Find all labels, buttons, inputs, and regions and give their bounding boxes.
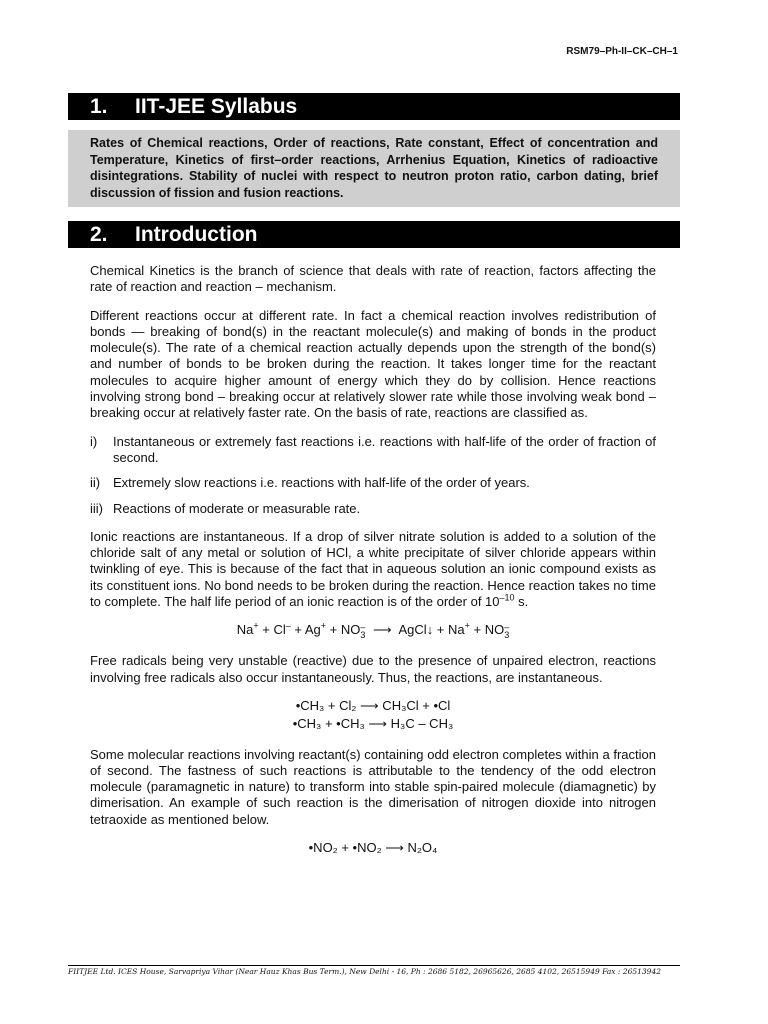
section-heading-introduction [68,221,680,248]
paragraph: Some molecular reactions involving reactant(s) containing odd electron completes within a fraction of second. The fastness of such reactions is attributable to the tendency of the odd electron molecule (paramagnetic in nature) to transform into stable spin-paired molecule (diamagnetic) by dimerisation. An example of such reaction is the dimerisation of nitrogen dioxide into nitrogen tetraoxide as mentioned below. [90,746,656,827]
list-item [90,475,656,491]
syllabus-box: Rates of Chemical reactions, Order of reactions, Rate constant, Effect of concentration and Temperature, Kinetics of first–order reactions, Arrhenius Equation, Kinetics of radioactive disintegrations. Stability of nuclei with respect to neutron proton ratio, carbon dating, brief discussion of fission and fusion reactions. [68,130,680,207]
list-item [90,434,656,467]
reaction-arrow: ⟶ [372,622,392,638]
paragraph-ionic: Ionic reactions are instantaneous. If a drop of silver nitrate solution is added to a solution of the chloride salt of any metal or solution of HCl, a white precipitate of silver chloride appears within twinkling of eye. This is because of the fact that in aqueous solution an ionic compound exists as its constituent ions. No bond needs to be broken during the reaction. Hence reaction takes no time to complete. The half life period of an ionic reaction is of the order of $10^{-10}$ s. [90,528,656,610]
list-marker: i) [90,433,98,449]
radical-equation-2: •CH₃ + •CH₃ ⟶ H₃C – CH₃ [292,716,454,732]
list-item-text: Reactions of moderate or measurable rate. [113,500,361,516]
paragraph: Different reactions occur at different rate. In fact a chemical reaction involves redistribution of bonds — breaking of bond(s) in the reactant molecule(s) and making of bonds in the product molecule(s). The rate of a chemical reaction actually depends upon the strength of the bond(s) and number of bonds to be broken during the reaction. It takes longer time for the reactant molecules to acquire higher amount of energy which they do by collision. Hence reactions involving strong bond – breaking occur at relatively slower rate while those involving weak bond – breaking occur at relatively faster rate. On the basis of rate, reactions are classified as. [90,307,656,421]
section-number: 2. [90,223,108,246]
radical-equations [90,698,656,733]
list-marker: iii) [90,500,103,516]
paragraph: Free radicals being very unstable (reactive) due to the presence of unpaired electron, reactions involving free radicals also occur instantaneously. Thus, the reactions, are instantaneous. [90,653,656,685]
list-item-text: Instantaneous or extremely fast reactions i.e. reactions with half-life of the order of fraction of second. [113,433,656,465]
section-title: Introduction [135,223,258,246]
list-item-text: Extremely slow reactions i.e. reactions with half-life of the order of years. [113,475,530,491]
dimerisation-equation: •NO₂ + •NO₂ ⟶ N₂O₄ [308,840,438,856]
section-number: 1. [90,95,108,118]
footer-divider [68,965,680,966]
reaction-classification-list [90,434,656,517]
section-heading-syllabus [68,93,680,120]
ionic-equation: Na+ + Cl– + Ag+ + NO – 3 ⟶ AgCl↓ + Na+ + NO – 3 [236,621,510,641]
radical-equation-1: •CH₃ + Cl₂ ⟶ CH₃Cl + •Cl [295,697,451,713]
footer-address: FIITJEE Ltd. ICES House, Sarvapriya Vihar (Near Hauz Khas Bus Term.), New Delhi - 16, Ph : 2686 5182, 26965626, 2685 4102, 26515949 Fax : 26513942 [68,967,661,976]
list-marker: ii) [90,475,101,491]
section-title: IIT-JEE Syllabus [135,95,298,118]
list-item [90,501,656,517]
paragraph: Chemical Kinetics is the branch of science that deals with rate of reaction, factors affecting the rate of reaction and reaction – mechanism. [90,263,656,295]
document-code: RSM79–Ph-II–CK–CH–1 [566,46,678,57]
exponent: –10 [499,592,515,603]
intro-content [90,263,656,870]
